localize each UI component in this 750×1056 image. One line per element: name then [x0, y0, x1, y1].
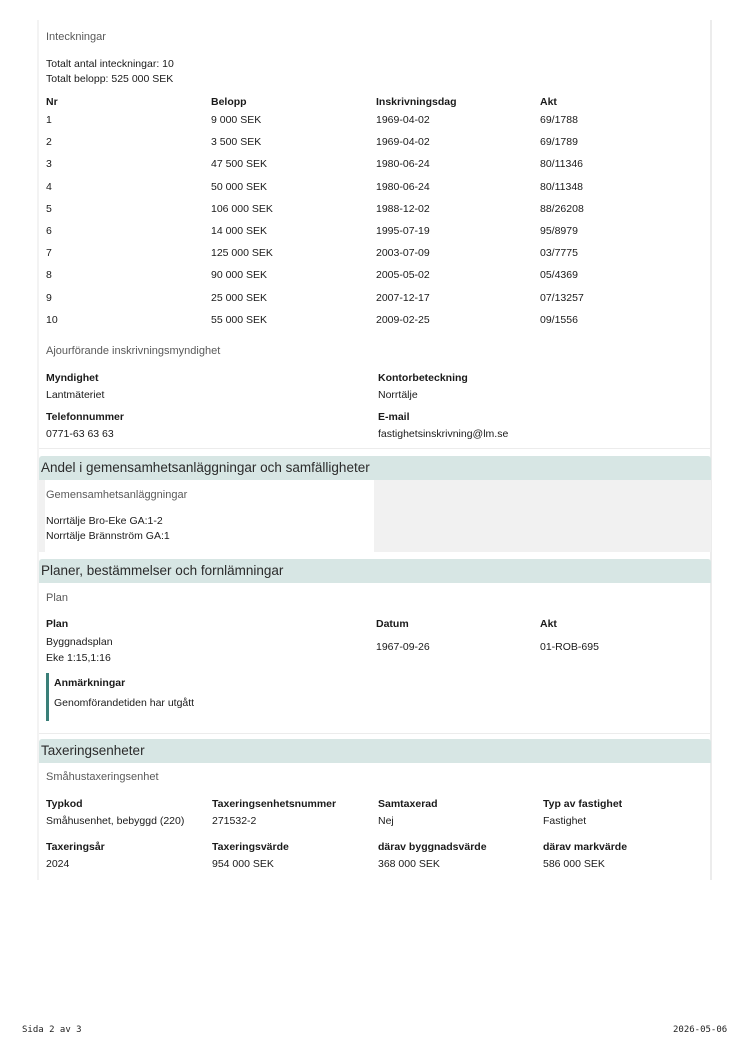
- row-inskrivningsdag: 1980-06-24: [376, 158, 430, 171]
- row-akt: 80/11346: [540, 158, 584, 171]
- row-akt: 05/4369: [540, 269, 578, 282]
- typkod-value: Småhusenhet, bebyggd (220): [46, 815, 185, 827]
- row-inskrivningsdag: 1969-04-02: [376, 136, 430, 149]
- total-amount: Totalt belopp: 525 000 SEK: [46, 73, 174, 85]
- kontor-label: Kontorbeteckning: [378, 372, 468, 384]
- grey-panel-right: [374, 480, 711, 552]
- taxeringsar-value: 2024: [46, 858, 70, 870]
- section-divider: [39, 447, 711, 449]
- print-date: 2026-05-06: [673, 1025, 728, 1035]
- telefon-label: Telefonnummer: [46, 411, 124, 423]
- row-akt: 09/1556: [540, 313, 578, 326]
- page-number: Sida 2 av 3: [22, 1025, 82, 1035]
- akt-label: Akt: [540, 618, 557, 630]
- column-header-belopp: Belopp: [211, 96, 247, 108]
- taxeringsenhetsnummer-value: 271532-2: [212, 815, 257, 827]
- section-title-plan: Plan: [46, 592, 69, 604]
- email-value: fastighetsinskrivning@lm.se: [378, 428, 509, 440]
- markvarde-label: därav markvärde: [543, 841, 628, 853]
- remark-accent-bar: [46, 673, 49, 721]
- row-belopp: 9 000 SEK: [211, 114, 262, 126]
- row-belopp: 50 000 SEK: [211, 180, 268, 193]
- ga-item-2: Norrtälje Brännström GA:1: [46, 530, 170, 542]
- row-nr: 6: [46, 225, 52, 237]
- row-belopp: 25 000 SEK: [211, 291, 268, 304]
- plan-value-type: Byggnadsplan: [46, 636, 113, 648]
- remark-value: Genomförandetiden har utgått: [54, 697, 195, 709]
- section-header-gemensamhet: Andel i gemensamhetsanläggningar och samfälligheter: [39, 456, 711, 480]
- markvarde-value: 586 000 SEK: [543, 858, 605, 870]
- column-header-nr: Nr: [46, 96, 58, 108]
- telefon-value: 0771-63 63 63: [46, 428, 114, 440]
- akt-value: 01-ROB-695: [540, 641, 599, 653]
- section-title-myndighet: Ajourförande inskrivningsmyndighet: [46, 345, 221, 357]
- row-belopp: 47 500 SEK: [211, 158, 268, 171]
- ga-item-1: Norrtälje Bro-Eke GA:1-2: [46, 515, 163, 527]
- row-inskrivningsdag: 2005-05-02: [376, 269, 430, 282]
- row-inskrivningsdag: 2009-02-25: [376, 313, 430, 326]
- row-akt: 07/13257: [540, 291, 584, 304]
- typ-av-fastighet-value: Fastighet: [543, 815, 587, 827]
- row-akt: 95/8979: [540, 225, 578, 237]
- typ-av-fastighet-label: Typ av fastighet: [543, 798, 623, 810]
- grey-margin-left: [39, 480, 45, 552]
- row-nr: 10: [46, 313, 58, 326]
- row-nr: 5: [46, 202, 52, 215]
- row-nr: 9: [46, 291, 52, 304]
- row-inskrivningsdag: 2003-07-09: [376, 247, 430, 260]
- myndighet-value: Lantmäteriet: [46, 389, 105, 401]
- taxeringsenhetsnummer-label: Taxeringsenhetsnummer: [212, 798, 337, 810]
- column-header-akt: Akt: [540, 96, 557, 108]
- row-belopp: 106 000 SEK: [211, 202, 273, 215]
- datum-value: 1967-09-26: [376, 641, 430, 653]
- row-belopp: 14 000 SEK: [211, 225, 268, 237]
- row-akt: 69/1789: [540, 136, 578, 149]
- plan-value-name: Eke 1:15,1:16: [46, 652, 111, 664]
- row-belopp: 3 500 SEK: [211, 136, 262, 149]
- taxeringsvarde-value: 954 000 SEK: [212, 858, 274, 870]
- row-nr: 8: [46, 269, 52, 282]
- plan-label: Plan: [46, 618, 69, 630]
- row-inskrivningsdag: 1988-12-02: [376, 202, 430, 215]
- email-label: E-mail: [378, 411, 410, 423]
- kontor-value: Norrtälje: [378, 389, 418, 401]
- row-akt: 88/26208: [540, 202, 584, 215]
- row-nr: 4: [46, 180, 52, 193]
- byggnadsvarde-label: därav byggnadsvärde: [378, 841, 487, 853]
- row-inskrivningsdag: 1969-04-02: [376, 114, 430, 126]
- taxeringsvarde-label: Taxeringsvärde: [212, 841, 289, 853]
- section-header-planer: Planer, bestämmelser och fornlämningar: [39, 559, 711, 583]
- datum-label: Datum: [376, 618, 409, 630]
- row-nr: 2: [46, 136, 52, 149]
- section-title-taxering: Småhustaxeringsenhet: [46, 771, 159, 783]
- row-akt: 03/7775: [540, 247, 578, 260]
- row-inskrivningsdag: 1980-06-24: [376, 180, 430, 193]
- section-title-gemensamhet: Gemensamhetsanläggningar: [46, 489, 188, 501]
- row-belopp: 125 000 SEK: [211, 247, 273, 260]
- column-header-inskrivningsdag: Inskrivningsdag: [376, 96, 457, 108]
- row-nr: 1: [46, 114, 52, 126]
- row-inskrivningsdag: 2007-12-17: [376, 291, 430, 304]
- byggnadsvarde-value: 368 000 SEK: [378, 858, 440, 870]
- taxeringsar-label: Taxeringsår: [46, 841, 105, 853]
- row-nr: 7: [46, 247, 52, 260]
- myndighet-label: Myndighet: [46, 372, 99, 384]
- section-divider: [39, 732, 711, 734]
- samtaxerad-value: Nej: [378, 815, 394, 827]
- row-nr: 3: [46, 158, 52, 171]
- row-belopp: 55 000 SEK: [211, 313, 268, 326]
- typkod-label: Typkod: [46, 798, 83, 810]
- row-inskrivningsdag: 1995-07-19: [376, 225, 430, 237]
- remark-label: Anmärkningar: [54, 677, 126, 689]
- section-title-inteckningar: Inteckningar: [46, 31, 106, 43]
- samtaxerad-label: Samtaxerad: [378, 798, 438, 810]
- row-belopp: 90 000 SEK: [211, 269, 268, 282]
- row-akt: 80/11348: [540, 180, 584, 193]
- row-akt: 69/1788: [540, 114, 578, 126]
- total-count: Totalt antal inteckningar: 10: [46, 58, 174, 70]
- section-header-taxering: Taxeringsenheter: [39, 739, 711, 763]
